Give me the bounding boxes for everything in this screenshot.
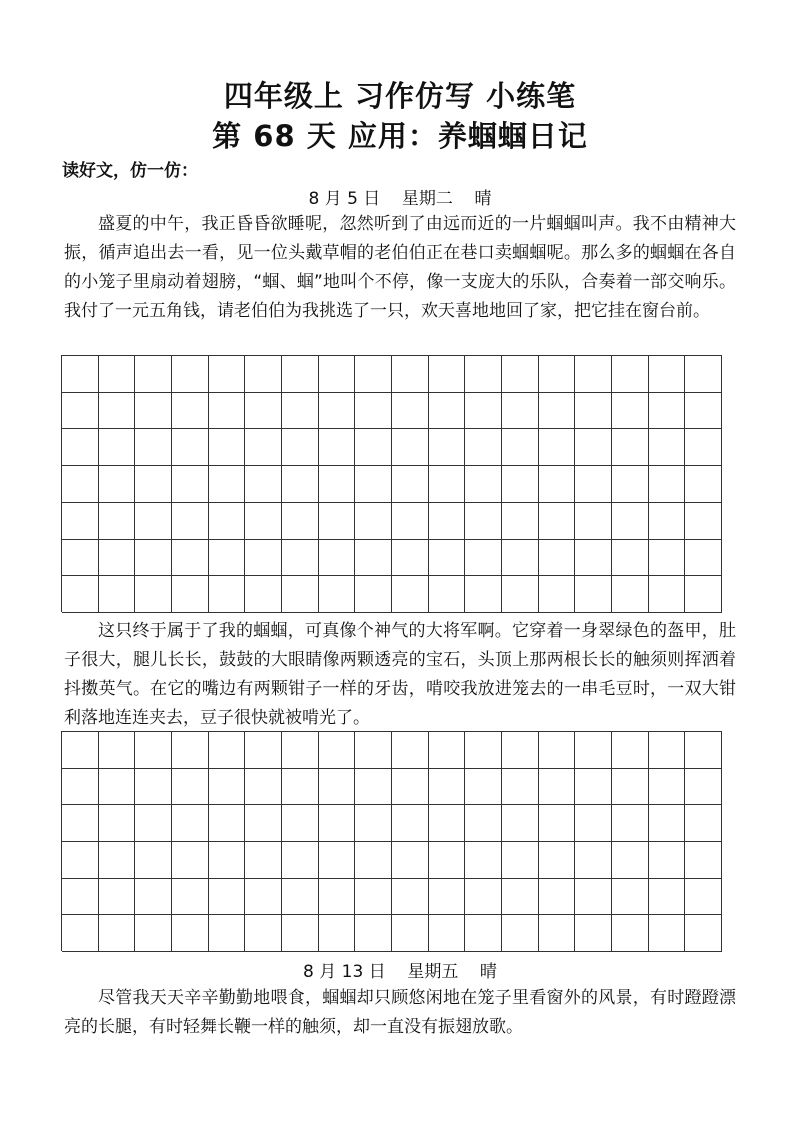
- grid-row: [62, 915, 722, 952]
- grid-cell[interactable]: [502, 393, 539, 430]
- grid-cell[interactable]: [319, 769, 356, 806]
- grid-cell[interactable]: [245, 732, 282, 769]
- grid-cell[interactable]: [282, 576, 319, 613]
- grid-cell[interactable]: [539, 466, 576, 503]
- grid-cell[interactable]: [649, 769, 686, 806]
- grid-cell[interactable]: [245, 393, 282, 430]
- grid-cell[interactable]: [575, 769, 612, 806]
- grid-cell[interactable]: [172, 915, 209, 952]
- grid-cell[interactable]: [649, 879, 686, 916]
- grid-cell[interactable]: [282, 540, 319, 577]
- grid-cell[interactable]: [429, 393, 466, 430]
- grid-cell[interactable]: [62, 879, 99, 916]
- grid-row: [62, 540, 722, 577]
- grid-cell[interactable]: [319, 393, 356, 430]
- grid-cell[interactable]: [99, 879, 136, 916]
- grid-cell[interactable]: [539, 769, 576, 806]
- grid-row: [62, 732, 722, 769]
- grid-cell[interactable]: [612, 769, 649, 806]
- grid-cell[interactable]: [575, 842, 612, 879]
- section-heading: 读好文，仿一仿：: [62, 161, 198, 181]
- grid-cell[interactable]: [649, 576, 686, 613]
- grid-cell[interactable]: [612, 732, 649, 769]
- grid-cell[interactable]: [392, 915, 429, 952]
- grid-row: [62, 842, 722, 879]
- grid-cell[interactable]: [209, 540, 246, 577]
- grid-cell[interactable]: [612, 540, 649, 577]
- grid-cell[interactable]: [135, 429, 172, 466]
- grid-cell[interactable]: [355, 503, 392, 540]
- grid-cell[interactable]: [209, 769, 246, 806]
- grid-cell[interactable]: [392, 429, 429, 466]
- grid-cell[interactable]: [245, 576, 282, 613]
- grid-cell[interactable]: [575, 393, 612, 430]
- grid-cell[interactable]: [429, 356, 466, 393]
- grid-cell[interactable]: [135, 769, 172, 806]
- grid-cell[interactable]: [172, 356, 209, 393]
- grid-cell[interactable]: [575, 503, 612, 540]
- grid-cell[interactable]: [355, 879, 392, 916]
- grid-cell[interactable]: [282, 503, 319, 540]
- grid-cell[interactable]: [62, 732, 99, 769]
- grid-cell[interactable]: [685, 879, 722, 916]
- grid-cell[interactable]: [502, 915, 539, 952]
- grid-cell[interactable]: [282, 879, 319, 916]
- grid-cell[interactable]: [135, 356, 172, 393]
- grid-row: [62, 503, 722, 540]
- grid-cell[interactable]: [465, 393, 502, 430]
- grid-cell[interactable]: [62, 576, 99, 613]
- grid-cell[interactable]: [319, 805, 356, 842]
- grid-cell[interactable]: [612, 576, 649, 613]
- grid-cell[interactable]: [539, 842, 576, 879]
- grid-cell[interactable]: [209, 503, 246, 540]
- grid-cell[interactable]: [172, 393, 209, 430]
- grid-cell[interactable]: [465, 732, 502, 769]
- diary-paragraph-1: 盛夏的中午，我正昏昏欲睡呢，忽然听到了由远而近的一片蝈蝈叫声。我不由精神大振，循声追出去一看，见一位头戴草帽的老伯伯正在巷口卖蝈蝈呢。那么多的蝈蝈在各自的小笼子里扇动着翅膀，“蝈、蝈”地叫个不停，像一支庞大的乐队，合奏着一部交响乐。我付了一元五角钱，请老伯伯为我挑选了一只，欢天喜地地回了家，把它挂在窗台前。: [64, 214, 736, 321]
- grid-cell[interactable]: [99, 805, 136, 842]
- grid-cell[interactable]: [319, 503, 356, 540]
- grid-cell[interactable]: [649, 732, 686, 769]
- grid-cell[interactable]: [282, 356, 319, 393]
- grid-row: [62, 429, 722, 466]
- grid-cell[interactable]: [539, 540, 576, 577]
- grid-cell[interactable]: [502, 576, 539, 613]
- grid-cell[interactable]: [685, 842, 722, 879]
- grid-cell[interactable]: [502, 466, 539, 503]
- grid-cell[interactable]: [62, 842, 99, 879]
- grid-cell[interactable]: [172, 540, 209, 577]
- grid-cell[interactable]: [612, 356, 649, 393]
- grid-cell[interactable]: [62, 429, 99, 466]
- grid-cell[interactable]: [62, 356, 99, 393]
- grid-cell[interactable]: [135, 732, 172, 769]
- grid-cell[interactable]: [319, 915, 356, 952]
- grid-cell[interactable]: [245, 915, 282, 952]
- grid-cell[interactable]: [99, 915, 136, 952]
- grid-cell[interactable]: [135, 540, 172, 577]
- grid-cell[interactable]: [429, 429, 466, 466]
- grid-cell[interactable]: [319, 540, 356, 577]
- grid-cell[interactable]: [245, 842, 282, 879]
- grid-cell[interactable]: [319, 466, 356, 503]
- grid-cell[interactable]: [392, 805, 429, 842]
- grid-cell[interactable]: [99, 466, 136, 503]
- grid-cell[interactable]: [355, 466, 392, 503]
- grid-cell[interactable]: [172, 732, 209, 769]
- grid-cell[interactable]: [282, 732, 319, 769]
- grid-cell[interactable]: [465, 466, 502, 503]
- grid-cell[interactable]: [135, 879, 172, 916]
- grid-cell[interactable]: [539, 915, 576, 952]
- diary-date-1: 8 月 5 日 星期二 晴: [308, 189, 492, 209]
- grid-cell[interactable]: [209, 429, 246, 466]
- grid-cell[interactable]: [355, 842, 392, 879]
- grid-cell[interactable]: [319, 879, 356, 916]
- grid-cell[interactable]: [392, 356, 429, 393]
- grid-cell[interactable]: [649, 429, 686, 466]
- grid-cell[interactable]: [62, 805, 99, 842]
- grid-cell[interactable]: [135, 915, 172, 952]
- grid-cell[interactable]: [319, 576, 356, 613]
- grid-cell[interactable]: [539, 429, 576, 466]
- grid-cell[interactable]: [685, 503, 722, 540]
- grid-cell[interactable]: [685, 915, 722, 952]
- grid-cell[interactable]: [612, 429, 649, 466]
- grid-cell[interactable]: [502, 805, 539, 842]
- grid-cell[interactable]: [612, 503, 649, 540]
- grid-cell[interactable]: [429, 769, 466, 806]
- grid-cell[interactable]: [575, 429, 612, 466]
- grid-cell[interactable]: [685, 576, 722, 613]
- grid-cell[interactable]: [575, 540, 612, 577]
- grid-cell[interactable]: [502, 769, 539, 806]
- grid-cell[interactable]: [502, 842, 539, 879]
- grid-cell[interactable]: [392, 576, 429, 613]
- grid-cell[interactable]: [575, 915, 612, 952]
- grid-row: [62, 466, 722, 503]
- grid-cell[interactable]: [612, 879, 649, 916]
- grid-cell[interactable]: [62, 466, 99, 503]
- grid-cell[interactable]: [62, 540, 99, 577]
- grid-cell[interactable]: [539, 879, 576, 916]
- grid-cell[interactable]: [502, 732, 539, 769]
- grid-cell[interactable]: [209, 732, 246, 769]
- grid-cell[interactable]: [465, 503, 502, 540]
- grid-row: [62, 393, 722, 430]
- grid-cell[interactable]: [319, 732, 356, 769]
- grid-cell[interactable]: [429, 805, 466, 842]
- diary-paragraph-3: 尽管我天天辛辛勤勤地喂食，蝈蝈却只顾悠闲地在笼子里看窗外的风景，有时蹬蹬漂亮的长腿，有时轻舞长鞭一样的触须，却一直没有振翅放歌。: [64, 988, 736, 1037]
- grid-cell[interactable]: [649, 842, 686, 879]
- grid-cell[interactable]: [465, 576, 502, 613]
- grid-cell[interactable]: [575, 356, 612, 393]
- grid-cell[interactable]: [172, 879, 209, 916]
- diary-paragraph-2: 这只终于属于了我的蝈蝈，可真像个神气的大将军啊。它穿着一身翠绿色的盔甲，肚子很大，腿儿长长，鼓鼓的大眼睛像两颗透亮的宝石，头顶上那两根长长的触须则挥洒着抖擞英气。在它的嘴边有两颗钳子一样的牙齿，啃咬我放进笼去的一串毛豆时，一双大钳利落地连连夹去，豆子很快就被啃光了。: [64, 621, 736, 728]
- grid-cell[interactable]: [649, 356, 686, 393]
- writing-grid-1[interactable]: [61, 355, 722, 612]
- grid-cell[interactable]: [62, 393, 99, 430]
- grid-cell[interactable]: [99, 769, 136, 806]
- grid-cell[interactable]: [172, 466, 209, 503]
- grid-cell[interactable]: [99, 576, 136, 613]
- grid-cell[interactable]: [135, 576, 172, 613]
- grid-cell[interactable]: [685, 540, 722, 577]
- grid-cell[interactable]: [135, 393, 172, 430]
- grid-cell[interactable]: [172, 769, 209, 806]
- grid-cell[interactable]: [392, 540, 429, 577]
- grid-cell[interactable]: [685, 466, 722, 503]
- grid-cell[interactable]: [245, 769, 282, 806]
- grid-cell[interactable]: [429, 915, 466, 952]
- grid-cell[interactable]: [135, 503, 172, 540]
- grid-cell[interactable]: [429, 732, 466, 769]
- grid-cell[interactable]: [575, 732, 612, 769]
- grid-cell[interactable]: [502, 540, 539, 577]
- grid-cell[interactable]: [465, 356, 502, 393]
- grid-cell[interactable]: [245, 429, 282, 466]
- grid-cell[interactable]: [355, 393, 392, 430]
- grid-cell[interactable]: [209, 915, 246, 952]
- grid-cell[interactable]: [575, 805, 612, 842]
- grid-cell[interactable]: [99, 503, 136, 540]
- grid-cell[interactable]: [685, 429, 722, 466]
- grid-cell[interactable]: [685, 732, 722, 769]
- grid-cell[interactable]: [62, 915, 99, 952]
- grid-cell[interactable]: [245, 356, 282, 393]
- grid-cell[interactable]: [502, 879, 539, 916]
- grid-cell[interactable]: [649, 466, 686, 503]
- grid-cell[interactable]: [355, 732, 392, 769]
- grid-cell[interactable]: [355, 805, 392, 842]
- grid-cell[interactable]: [99, 393, 136, 430]
- grid-cell[interactable]: [355, 915, 392, 952]
- grid-cell[interactable]: [392, 732, 429, 769]
- grid-cell[interactable]: [502, 356, 539, 393]
- grid-cell[interactable]: [135, 842, 172, 879]
- grid-cell[interactable]: [685, 356, 722, 393]
- grid-cell[interactable]: [355, 540, 392, 577]
- grid-cell[interactable]: [429, 879, 466, 916]
- grid-cell[interactable]: [172, 429, 209, 466]
- grid-cell[interactable]: [539, 393, 576, 430]
- grid-cell[interactable]: [392, 879, 429, 916]
- grid-cell[interactable]: [539, 576, 576, 613]
- grid-cell[interactable]: [539, 732, 576, 769]
- grid-cell[interactable]: [282, 466, 319, 503]
- grid-cell[interactable]: [465, 842, 502, 879]
- grid-cell[interactable]: [612, 393, 649, 430]
- grid-cell[interactable]: [429, 540, 466, 577]
- grid-row: [62, 769, 722, 806]
- grid-cell[interactable]: [539, 503, 576, 540]
- grid-cell[interactable]: [649, 915, 686, 952]
- grid-cell[interactable]: [135, 466, 172, 503]
- grid-cell[interactable]: [319, 356, 356, 393]
- grid-cell[interactable]: [319, 842, 356, 879]
- grid-cell[interactable]: [245, 540, 282, 577]
- worksheet-title: 四年级上 习作仿写 小练笔: [223, 79, 577, 113]
- grid-cell[interactable]: [245, 879, 282, 916]
- grid-cell[interactable]: [465, 915, 502, 952]
- grid-cell[interactable]: [355, 769, 392, 806]
- grid-cell[interactable]: [209, 466, 246, 503]
- grid-cell[interactable]: [685, 769, 722, 806]
- grid-cell[interactable]: [612, 915, 649, 952]
- grid-cell[interactable]: [99, 356, 136, 393]
- grid-cell[interactable]: [429, 503, 466, 540]
- grid-cell[interactable]: [685, 805, 722, 842]
- grid-cell[interactable]: [539, 805, 576, 842]
- grid-cell[interactable]: [209, 356, 246, 393]
- grid-cell[interactable]: [99, 732, 136, 769]
- grid-cell[interactable]: [429, 576, 466, 613]
- grid-cell[interactable]: [392, 503, 429, 540]
- grid-row: [62, 805, 722, 842]
- grid-cell[interactable]: [319, 429, 356, 466]
- grid-cell[interactable]: [62, 769, 99, 806]
- grid-cell[interactable]: [612, 805, 649, 842]
- grid-cell[interactable]: [99, 429, 136, 466]
- grid-cell[interactable]: [355, 429, 392, 466]
- grid-cell[interactable]: [575, 466, 612, 503]
- grid-cell[interactable]: [649, 805, 686, 842]
- grid-cell[interactable]: [392, 393, 429, 430]
- grid-cell[interactable]: [649, 503, 686, 540]
- grid-cell[interactable]: [355, 576, 392, 613]
- grid-cell[interactable]: [465, 540, 502, 577]
- grid-cell[interactable]: [392, 842, 429, 879]
- grid-cell[interactable]: [172, 503, 209, 540]
- grid-cell[interactable]: [99, 842, 136, 879]
- grid-cell[interactable]: [245, 503, 282, 540]
- grid-cell[interactable]: [502, 429, 539, 466]
- lesson-title: 第 68 天 应用：养蝈蝈日记: [212, 119, 588, 153]
- diary-date-2: 8 月 13 日 星期五 晴: [303, 962, 497, 982]
- grid-cell[interactable]: [465, 429, 502, 466]
- grid-cell[interactable]: [172, 842, 209, 879]
- grid-cell[interactable]: [282, 393, 319, 430]
- grid-cell[interactable]: [429, 842, 466, 879]
- grid-cell[interactable]: [245, 805, 282, 842]
- grid-cell[interactable]: [209, 842, 246, 879]
- grid-cell[interactable]: [282, 769, 319, 806]
- grid-cell[interactable]: [282, 429, 319, 466]
- grid-cell[interactable]: [355, 356, 392, 393]
- grid-cell[interactable]: [392, 769, 429, 806]
- grid-cell[interactable]: [539, 356, 576, 393]
- grid-cell[interactable]: [465, 879, 502, 916]
- grid-cell[interactable]: [282, 915, 319, 952]
- grid-cell[interactable]: [502, 503, 539, 540]
- grid-cell[interactable]: [135, 805, 172, 842]
- grid-cell[interactable]: [649, 540, 686, 577]
- grid-cell[interactable]: [209, 576, 246, 613]
- grid-cell[interactable]: [685, 393, 722, 430]
- writing-grid-2[interactable]: [61, 731, 722, 951]
- grid-cell[interactable]: [282, 805, 319, 842]
- grid-cell[interactable]: [612, 466, 649, 503]
- grid-cell[interactable]: [465, 769, 502, 806]
- grid-cell[interactable]: [209, 393, 246, 430]
- grid-cell[interactable]: [245, 466, 282, 503]
- grid-row: [62, 879, 722, 916]
- grid-row: [62, 356, 722, 393]
- grid-cell[interactable]: [465, 805, 502, 842]
- grid-cell[interactable]: [575, 576, 612, 613]
- grid-cell[interactable]: [282, 842, 319, 879]
- grid-cell[interactable]: [429, 466, 466, 503]
- grid-cell[interactable]: [99, 540, 136, 577]
- grid-cell[interactable]: [172, 805, 209, 842]
- grid-cell[interactable]: [209, 879, 246, 916]
- grid-cell[interactable]: [172, 576, 209, 613]
- grid-cell[interactable]: [209, 805, 246, 842]
- grid-row: [62, 576, 722, 613]
- grid-cell[interactable]: [649, 393, 686, 430]
- grid-cell[interactable]: [62, 503, 99, 540]
- grid-cell[interactable]: [575, 879, 612, 916]
- grid-cell[interactable]: [392, 466, 429, 503]
- grid-cell[interactable]: [612, 842, 649, 879]
